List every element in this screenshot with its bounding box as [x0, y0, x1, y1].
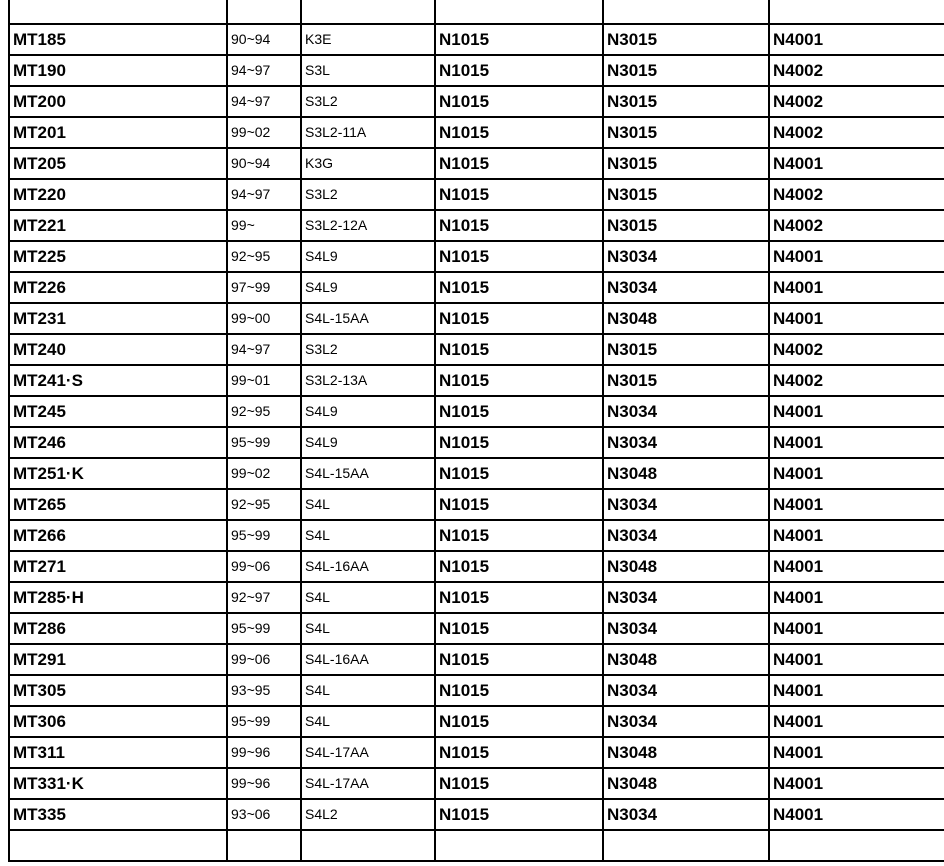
part-number-cell: N3015 [603, 55, 769, 86]
years-cell: 93~95 [227, 675, 301, 706]
part-number-cell: N1015 [435, 148, 603, 179]
part-number-cell: N3048 [603, 768, 769, 799]
parts-table-body [9, 0, 944, 861]
engine-cell: S3L2 [301, 86, 435, 117]
part-number-cell: N3048 [603, 458, 769, 489]
engine-cell: S4L9 [301, 427, 435, 458]
part-number-cell: N1015 [435, 210, 603, 241]
model-cell: MT240 [9, 334, 227, 365]
part-number-cell: N1015 [435, 520, 603, 551]
table-row [9, 582, 944, 613]
model-cell: MT306 [9, 706, 227, 737]
part-number-cell: N1015 [435, 675, 603, 706]
part-number-cell: N1015 [435, 489, 603, 520]
part-number-cell: N3034 [603, 706, 769, 737]
years-cell: 95~99 [227, 427, 301, 458]
model-cell: MT201 [9, 117, 227, 148]
part-number-cell: N3034 [603, 241, 769, 272]
model-cell: MT220 [9, 179, 227, 210]
engine-cell: S4L [301, 489, 435, 520]
part-number-cell: N3015 [603, 365, 769, 396]
years-cell: 97~99 [227, 272, 301, 303]
model-cell: MT200 [9, 86, 227, 117]
part-number-cell: N3034 [603, 396, 769, 427]
part-number-cell: N1015 [435, 613, 603, 644]
engine-cell: S4L2 [301, 799, 435, 830]
part-number-cell: N4001 [769, 241, 944, 272]
part-number-cell: N4001 [769, 148, 944, 179]
engine-cell: S4L [301, 706, 435, 737]
model-cell: MT286 [9, 613, 227, 644]
table-row [9, 303, 944, 334]
part-number-cell: N4001 [769, 551, 944, 582]
model-cell: MT225 [9, 241, 227, 272]
engine-cell: S4L9 [301, 241, 435, 272]
part-number-cell: N1015 [435, 86, 603, 117]
part-number-cell: N4001 [769, 582, 944, 613]
table-row [9, 644, 944, 675]
table-row [9, 55, 944, 86]
part-number-cell: N3048 [603, 551, 769, 582]
part-number-cell: N1015 [435, 55, 603, 86]
table-row [9, 365, 944, 396]
part-number-cell: N3034 [603, 799, 769, 830]
model-cell: MT241·S [9, 365, 227, 396]
part-number-cell: N1015 [435, 303, 603, 334]
part-number-cell: N1015 [435, 799, 603, 830]
part-number-cell: N3034 [603, 520, 769, 551]
model-cell: MT226 [9, 272, 227, 303]
model-cell: MT245 [9, 396, 227, 427]
model-cell: MT331·K [9, 768, 227, 799]
part-number-cell: N4002 [769, 117, 944, 148]
engine-cell: S4L-15AA [301, 303, 435, 334]
table-row [9, 210, 944, 241]
engine-cell: S4L [301, 613, 435, 644]
part-number-cell: N4001 [769, 768, 944, 799]
table-row [9, 427, 944, 458]
table-row [9, 551, 944, 582]
part-number-cell: N4001 [769, 272, 944, 303]
years-cell: 99~02 [227, 117, 301, 148]
years-cell: 99~96 [227, 737, 301, 768]
years-cell: 99~96 [227, 768, 301, 799]
part-number-cell: N1015 [435, 334, 603, 365]
part-number-cell: N1015 [435, 365, 603, 396]
part-number-cell: N4001 [769, 489, 944, 520]
part-number-cell: N1015 [435, 272, 603, 303]
part-number-cell: N3015 [603, 334, 769, 365]
years-cell: 90~94 [227, 24, 301, 55]
engine-cell: S4L [301, 520, 435, 551]
engine-cell: S3L2 [301, 179, 435, 210]
part-number-cell: N4001 [769, 613, 944, 644]
years-cell: 99~00 [227, 303, 301, 334]
part-number-cell: N4001 [769, 303, 944, 334]
part-number-cell: N3034 [603, 613, 769, 644]
model-cell: MT291 [9, 644, 227, 675]
table-row-partial-bottom [9, 830, 944, 861]
years-cell: 99~06 [227, 644, 301, 675]
engine-cell: S4L9 [301, 396, 435, 427]
engine-cell: S3L2-11A [301, 117, 435, 148]
table-row [9, 613, 944, 644]
years-cell: 99~ [227, 210, 301, 241]
part-number-cell: N1015 [435, 768, 603, 799]
part-number-cell: N3048 [603, 644, 769, 675]
table-row [9, 148, 944, 179]
table-row [9, 489, 944, 520]
part-number-cell: N1015 [435, 551, 603, 582]
part-number-cell: N3015 [603, 210, 769, 241]
part-number-cell: N4001 [769, 427, 944, 458]
engine-cell: S4L-15AA [301, 458, 435, 489]
years-cell: 94~97 [227, 334, 301, 365]
part-number-cell: N3034 [603, 272, 769, 303]
table-row [9, 86, 944, 117]
engine-cell: S3L2 [301, 334, 435, 365]
part-number-cell: N4001 [769, 706, 944, 737]
years-cell: 93~06 [227, 799, 301, 830]
table-row [9, 241, 944, 272]
part-number-cell: N1015 [435, 458, 603, 489]
part-number-cell: N3015 [603, 86, 769, 117]
table-row [9, 737, 944, 768]
years-cell: 92~97 [227, 582, 301, 613]
part-number-cell: N4001 [769, 24, 944, 55]
engine-cell: S3L [301, 55, 435, 86]
model-cell: MT265 [9, 489, 227, 520]
part-number-cell: N1015 [435, 117, 603, 148]
engine-cell: S4L-16AA [301, 644, 435, 675]
part-number-cell: N1015 [435, 582, 603, 613]
part-number-cell: N4001 [769, 644, 944, 675]
engine-cell: K3G [301, 148, 435, 179]
engine-cell: S4L9 [301, 272, 435, 303]
model-cell: MT221 [9, 210, 227, 241]
part-number-cell: N4002 [769, 365, 944, 396]
engine-cell: S4L [301, 675, 435, 706]
part-number-cell: N1015 [435, 427, 603, 458]
model-cell: MT335 [9, 799, 227, 830]
model-cell: MT285·H [9, 582, 227, 613]
years-cell: 94~97 [227, 86, 301, 117]
part-number-cell: N4002 [769, 210, 944, 241]
part-number-cell: N4002 [769, 86, 944, 117]
engine-cell: S4L-16AA [301, 551, 435, 582]
part-number-cell: N1015 [435, 241, 603, 272]
part-number-cell: N3015 [603, 179, 769, 210]
model-cell: MT266 [9, 520, 227, 551]
years-cell: 95~99 [227, 520, 301, 551]
table-row-partial-top [9, 0, 944, 24]
table-row [9, 706, 944, 737]
model-cell: MT205 [9, 148, 227, 179]
part-number-cell: N1015 [435, 644, 603, 675]
model-cell: MT231 [9, 303, 227, 334]
years-cell: 99~06 [227, 551, 301, 582]
part-number-cell: N1015 [435, 179, 603, 210]
part-number-cell: N4001 [769, 520, 944, 551]
model-cell: MT271 [9, 551, 227, 582]
years-cell: 95~99 [227, 706, 301, 737]
engine-cell: S4L-17AA [301, 737, 435, 768]
engine-cell: K3E [301, 24, 435, 55]
engine-cell: S4L [301, 582, 435, 613]
years-cell: 92~95 [227, 241, 301, 272]
model-cell: MT185 [9, 24, 227, 55]
part-number-cell: N4001 [769, 737, 944, 768]
part-number-cell: N4001 [769, 675, 944, 706]
part-number-cell: N4001 [769, 396, 944, 427]
part-number-cell: N1015 [435, 396, 603, 427]
years-cell: 94~97 [227, 179, 301, 210]
table-row [9, 396, 944, 427]
part-number-cell: N4001 [769, 799, 944, 830]
parts-table [8, 0, 944, 862]
table-row [9, 272, 944, 303]
part-number-cell: N3015 [603, 24, 769, 55]
model-cell: MT305 [9, 675, 227, 706]
part-number-cell: N1015 [435, 24, 603, 55]
table-row [9, 458, 944, 489]
part-number-cell: N4002 [769, 179, 944, 210]
engine-cell: S3L2-13A [301, 365, 435, 396]
years-cell: 92~95 [227, 489, 301, 520]
part-number-cell: N3048 [603, 303, 769, 334]
part-number-cell: N4001 [769, 458, 944, 489]
part-number-cell: N1015 [435, 706, 603, 737]
table-row [9, 799, 944, 830]
part-number-cell: N3048 [603, 737, 769, 768]
table-row [9, 675, 944, 706]
part-number-cell: N3015 [603, 117, 769, 148]
part-number-cell: N3015 [603, 148, 769, 179]
years-cell: 94~97 [227, 55, 301, 86]
years-cell: 99~01 [227, 365, 301, 396]
engine-cell: S4L-17AA [301, 768, 435, 799]
table-row [9, 768, 944, 799]
engine-cell: S3L2-12A [301, 210, 435, 241]
years-cell: 99~02 [227, 458, 301, 489]
table-row [9, 179, 944, 210]
table-row [9, 24, 944, 55]
table-row [9, 117, 944, 148]
part-number-cell: N4002 [769, 334, 944, 365]
model-cell: MT190 [9, 55, 227, 86]
model-cell: MT311 [9, 737, 227, 768]
part-number-cell: N3034 [603, 489, 769, 520]
part-number-cell: N3034 [603, 675, 769, 706]
years-cell: 90~94 [227, 148, 301, 179]
years-cell: 92~95 [227, 396, 301, 427]
part-number-cell: N3034 [603, 582, 769, 613]
part-number-cell: N3034 [603, 427, 769, 458]
years-cell: 95~99 [227, 613, 301, 644]
model-cell: MT246 [9, 427, 227, 458]
part-number-cell: N1015 [435, 737, 603, 768]
model-cell: MT251·K [9, 458, 227, 489]
table-row [9, 334, 944, 365]
part-number-cell: N4002 [769, 55, 944, 86]
table-row [9, 520, 944, 551]
